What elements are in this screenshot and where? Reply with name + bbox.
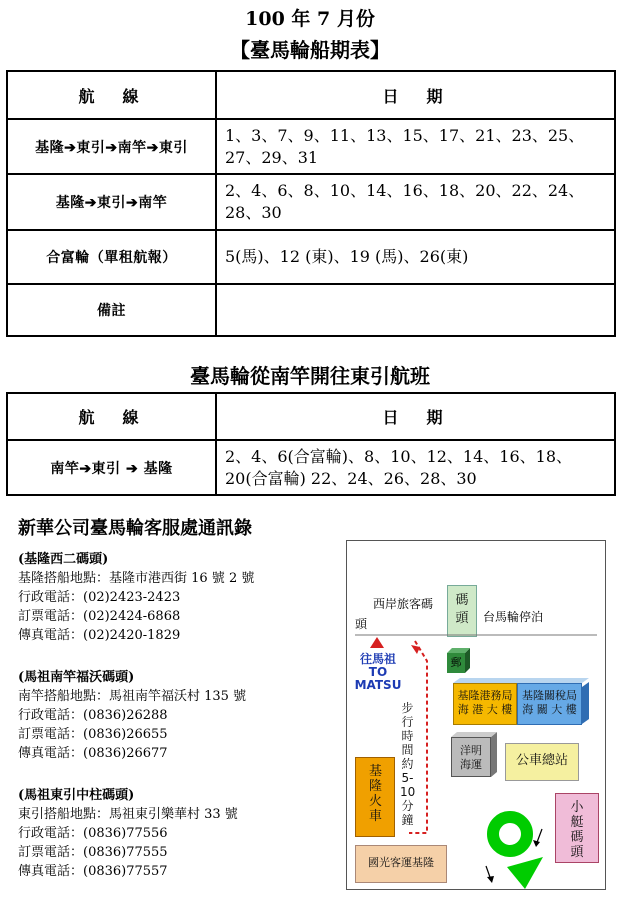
table-row bbox=[7, 174, 615, 230]
arrow-head-icon bbox=[533, 840, 540, 847]
green-triangle-icon bbox=[507, 857, 543, 889]
yangming-label: 洋明 bbox=[460, 744, 482, 757]
location-map bbox=[346, 540, 606, 890]
customs-label: 基隆關稅局 bbox=[522, 689, 577, 702]
contact-line: 傳真電話：(02)2420-1829 bbox=[18, 628, 181, 643]
col-route-header: 航 線 bbox=[7, 393, 216, 440]
contact-line: 南竿搭船地點：馬祖南竿福沃村 135 號 bbox=[18, 689, 247, 704]
route-cell: 合富輪（單租航報） bbox=[7, 230, 216, 284]
col-date-header: 日 期 bbox=[216, 393, 615, 440]
table-row bbox=[7, 119, 615, 174]
boat-pier-block: 小艇碼頭 bbox=[555, 793, 599, 863]
walk-time-label: 步行時間約5-10分鐘 bbox=[400, 701, 416, 827]
route-cell: 南竿➔東引 ➔ 基隆 bbox=[7, 440, 216, 495]
yangming-label-2: 海運 bbox=[460, 758, 482, 771]
to-matsu-en-2: MATSU bbox=[354, 678, 402, 692]
bus-terminal-block: 公車總站 bbox=[505, 743, 579, 781]
contact-group-keelung bbox=[18, 550, 254, 645]
contact-line: 訂票電話：(0836)26655 bbox=[18, 727, 168, 742]
table-row bbox=[7, 440, 615, 495]
contacts-title: 新華公司臺馬輪客服處通訊錄 bbox=[18, 518, 252, 539]
port-bureau-block bbox=[453, 683, 517, 725]
section-title: 臺馬輪從南竿開往東引航班 bbox=[190, 364, 430, 388]
contact-line: 基隆搭船地點：基隆市港西街 16 號 2 號 bbox=[18, 571, 255, 586]
table-row bbox=[7, 230, 615, 284]
dates-cell: 2、4、6(合富輪)、8、10、12、14、16、18、20(合富輪) 22、24、26、28、30 bbox=[216, 440, 615, 495]
port-bureau-label-2: 海 港 大 樓 bbox=[457, 703, 513, 716]
dates-cell: 5(馬)、12 (東)、19 (馬)、26(東) bbox=[216, 230, 615, 284]
map-pier-label-2: 頭 bbox=[455, 611, 469, 626]
customs-label-2: 海 關 大 樓 bbox=[522, 703, 577, 716]
route-cell: 基隆➔東引➔南竿➔東引 bbox=[7, 119, 216, 174]
guoguang-bus-block: 國光客運基隆 bbox=[355, 845, 447, 883]
contact-group-dongyin bbox=[18, 786, 238, 881]
to-matsu-label bbox=[353, 653, 403, 692]
contact-group-nangan bbox=[18, 668, 246, 763]
up-arrow-icon bbox=[370, 637, 384, 648]
customs-block bbox=[517, 683, 582, 725]
dates-cell: 2、4、6、8、10、14、16、18、20、22、24、28、30 bbox=[216, 174, 615, 230]
contact-line: 行政電話：(02)2423-2423 bbox=[18, 590, 181, 605]
table-header-row bbox=[7, 393, 615, 440]
map-label-west-terminal: 西岸旅客碼 bbox=[373, 597, 434, 611]
contact-line: 傳真電話：(0836)26677 bbox=[18, 746, 168, 761]
to-matsu-zh: 往馬祖 bbox=[359, 652, 396, 666]
dates-cell: 1、3、7、9、11、13、15、17、21、23、25、27、29、31 bbox=[216, 119, 615, 174]
table-row bbox=[7, 284, 615, 336]
contact-line: 訂票電話：(0836)77555 bbox=[18, 845, 168, 860]
yangming-side bbox=[491, 732, 497, 777]
roundabout-icon bbox=[493, 817, 527, 851]
contact-line: 行政電話：(0836)26288 bbox=[18, 708, 168, 723]
table-header-row bbox=[7, 71, 615, 119]
contact-caption: (基隆西二碼頭) bbox=[18, 552, 109, 567]
customs-side bbox=[582, 682, 589, 724]
yangming-block bbox=[451, 737, 491, 777]
train-station-block: 基隆火車 bbox=[355, 757, 395, 837]
arrow-head-icon bbox=[411, 645, 420, 654]
col-date-header: 日 期 bbox=[216, 71, 615, 119]
map-pier-label: 碼 bbox=[455, 593, 469, 608]
map-label-berth: 台馬輪停泊 bbox=[483, 610, 544, 624]
contact-line: 傳真電話：(0836)77557 bbox=[18, 864, 168, 879]
post-office-label: 郵 bbox=[450, 656, 462, 669]
port-bureau-label: 基隆港務局 bbox=[457, 689, 513, 702]
remarks-value bbox=[216, 284, 615, 336]
contact-caption: (馬祖南竿福沃碼頭) bbox=[18, 670, 135, 685]
contact-line: 訂票電話：(02)2424-6868 bbox=[18, 609, 181, 624]
remarks-label: 備註 bbox=[7, 284, 216, 336]
to-matsu-en: TO bbox=[368, 665, 388, 679]
contact-line: 東引搭船地點：馬祖東引樂華村 33 號 bbox=[18, 807, 238, 822]
map-label-west-terminal-2: 頭 bbox=[355, 617, 368, 631]
col-route-header: 航 線 bbox=[7, 71, 216, 119]
schedule-table bbox=[6, 70, 616, 337]
contact-caption: (馬祖東引中柱碼頭) bbox=[18, 788, 135, 803]
arrow-head-icon bbox=[487, 876, 494, 883]
return-schedule-table bbox=[6, 392, 616, 496]
route-cell: 基隆➔東引➔南竿 bbox=[7, 174, 216, 230]
schedule-month: 100 年 7 月份 bbox=[245, 8, 375, 30]
page-title: 【臺馬輪船期表】 bbox=[230, 38, 390, 62]
contact-line: 行政電話：(0836)77556 bbox=[18, 826, 168, 841]
